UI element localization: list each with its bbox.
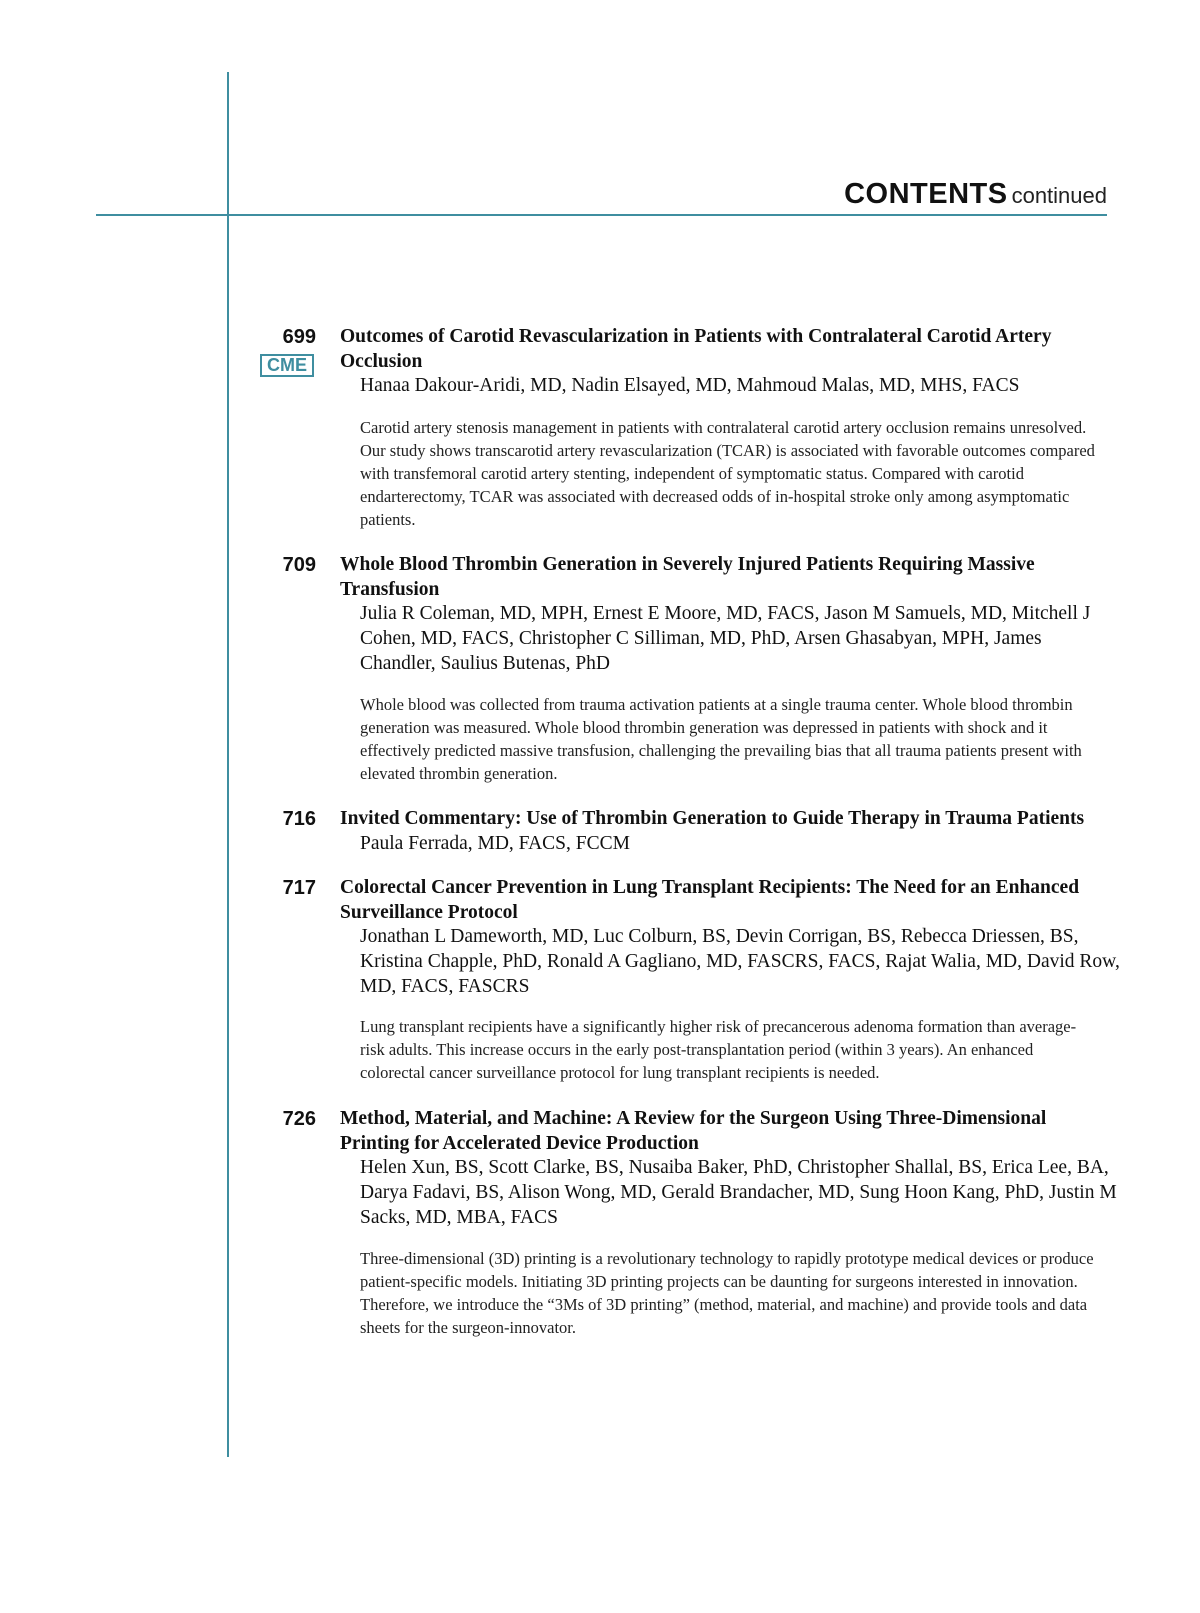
cme-badge: CME <box>260 354 314 377</box>
page-number[interactable]: 709 <box>282 554 316 576</box>
page-number[interactable]: 726 <box>282 1108 316 1130</box>
article-authors: Paula Ferrada, MD, FACS, FCCM <box>360 833 630 854</box>
article-authors: Helen Xun, BS, Scott Clarke, BS, Nusaiba Baker, PhD, Christopher Shallal, BS, Erica Lee, BA, Darya Fadavi, BS, Alison Wong, MD, Gerald Brandacher, MD, Sung Hoon Kang, PhD, Justin M Sacks, MD, MBA, FACS <box>360 1157 1117 1228</box>
page-header <box>844 178 1107 211</box>
header-subtitle: continued <box>1011 183 1107 208</box>
page-number[interactable]: 699 <box>282 326 316 348</box>
article-title[interactable]: Colorectal Cancer Prevention in Lung Transplant Recipients: The Need for an Enhanced Surveillance Protocol <box>340 877 1080 923</box>
article-abstract: Whole blood was collected from trauma activation patients at a single trauma center. Whole blood thrombin generation was measured. Whole blood thrombin generation was depressed in patients with shock and it effectively predicted massive transfusion, challenging the prevailing bias that all trauma patients present with elevated thrombin generation. <box>360 695 1082 783</box>
horizontal-rule <box>96 214 1107 216</box>
article-abstract: Three-dimensional (3D) printing is a revolutionary technology to rapidly prototype medical devices or produce patient-specific models. Initiating 3D printing projects can be daunting for surgeons interested in innovation. Therefore, we introduce the “3Ms of 3D printing” (method, material, and machine) and provide tools and data sheets for the surgeon-innovator. <box>360 1249 1094 1337</box>
article-authors: Julia R Coleman, MD, MPH, Ernest E Moore, MD, FACS, Jason M Samuels, MD, Mitchell J Cohen, MD, FACS, Christopher C Silliman, MD, PhD, Arsen Ghasabyan, MPH, James Chandler, Saulius Butenas, PhD <box>360 603 1091 674</box>
header-title: CONTENTS <box>844 178 1008 210</box>
article-title[interactable]: Whole Blood Thrombin Generation in Severely Injured Patients Requiring Massive Transfusion <box>340 554 1035 600</box>
article-abstract: Lung transplant recipients have a significantly higher risk of precancerous adenoma formation than average-risk adults. This increase occurs in the early post-transplantation period (within 3 years). An enhanced colorectal cancer surveillance protocol for lung transplant recipients is needed. <box>360 1017 1077 1082</box>
article-authors: Hanaa Dakour-Aridi, MD, Nadin Elsayed, MD, Mahmoud Malas, MD, MHS, FACS <box>360 375 1020 396</box>
article-authors: Jonathan L Dameworth, MD, Luc Colburn, BS, Devin Corrigan, BS, Rebecca Driessen, BS, Kristina Chapple, PhD, Ronald A Gagliano, MD, FASCRS, FACS, Rajat Walia, MD, David Row, MD, FACS, FASCRS <box>360 926 1120 997</box>
article-title[interactable]: Invited Commentary: Use of Thrombin Generation to Guide Therapy in Trauma Patients <box>340 808 1085 829</box>
article-title[interactable]: Method, Material, and Machine: A Review for the Surgeon Using Three-Dimensional Printing for Accelerated Device Production <box>340 1108 1047 1154</box>
article-title[interactable]: Outcomes of Carotid Revascularization in Patients with Contralateral Carotid Artery Occlusion <box>340 326 1052 372</box>
page-number[interactable]: 717 <box>282 877 316 899</box>
article-abstract: Carotid artery stenosis management in patients with contralateral carotid artery occlusion remains unresolved. Our study shows transcarotid artery revascularization (TCAR) is associated with favorable outcomes compared with transfemoral carotid artery stenting, independent of symptomatic status. Compared with carotid endarterectomy, TCAR was associated with decreased odds of in-hospital stroke only among asymptomatic patients. <box>360 418 1095 529</box>
vertical-rule <box>227 72 229 1457</box>
page-number[interactable]: 716 <box>282 808 316 830</box>
